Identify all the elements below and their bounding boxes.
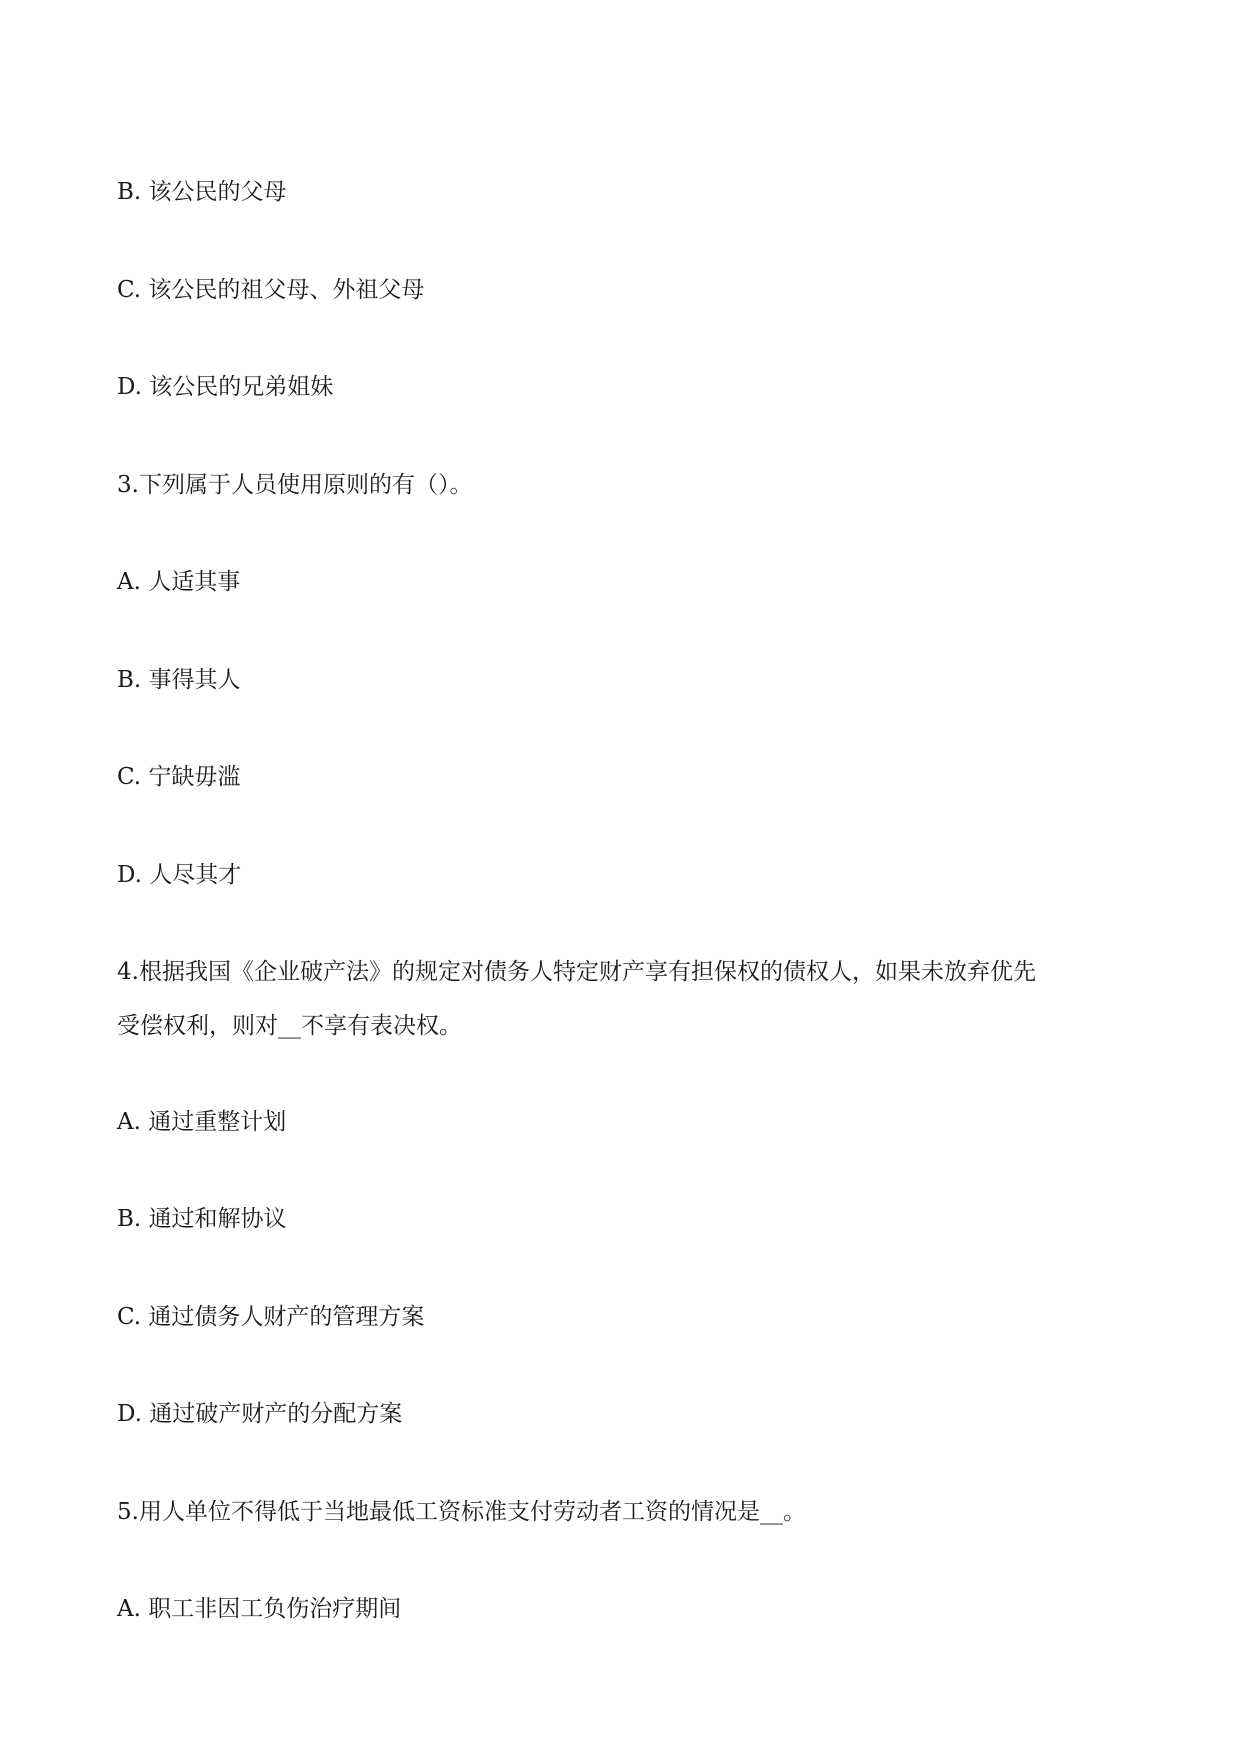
question-4-line-2: 受偿权利，则对__不享有表决权。: [117, 1013, 462, 1039]
option-3c: C. 宁缺毋滥: [117, 764, 241, 790]
option-4c: C. 通过债务人财产的管理方案: [117, 1304, 425, 1330]
option-2d: D. 该公民的兄弟姐妹: [117, 374, 334, 400]
option-4d: D. 通过破产财产的分配方案: [117, 1401, 403, 1427]
question-5: 5.用人单位不得低于当地最低工资标准支付劳动者工资的情况是__。: [117, 1499, 806, 1525]
question-3: 3.下列属于人员使用原则的有（）。: [117, 472, 473, 498]
question-4-line-1: 4.根据我国《企业破产法》的规定对债务人特定财产享有担保权的债权人，如果未放弃优先: [117, 959, 1036, 985]
option-4a: A. 通过重整计划: [117, 1109, 287, 1135]
option-2c: C. 该公民的祖父母、外祖父母: [117, 277, 425, 303]
option-3d: D. 人尽其才: [117, 862, 242, 888]
option-3a: A. 人适其事: [117, 569, 241, 595]
option-2b: B. 该公民的父母: [117, 179, 287, 205]
option-4b: B. 通过和解协议: [117, 1206, 287, 1232]
option-5a: A. 职工非因工负伤治疗期间: [117, 1596, 402, 1622]
option-3b: B. 事得其人: [117, 667, 241, 693]
